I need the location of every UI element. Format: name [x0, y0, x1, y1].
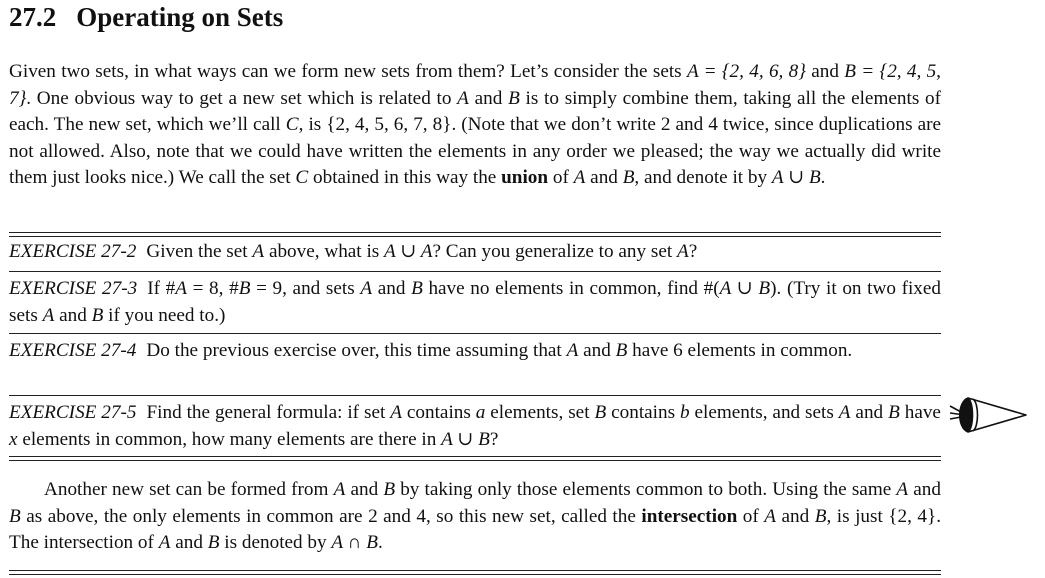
term-intersection: intersection	[641, 505, 738, 527]
text-run: elements, set	[485, 402, 595, 423]
math-var: A	[360, 278, 373, 299]
exercise-block-bottom-rule	[9, 456, 941, 461]
math-var: C	[285, 114, 299, 135]
math-expr: A ∪ B	[441, 428, 490, 450]
term-union: union	[501, 167, 549, 188]
text-run: .	[377, 532, 383, 553]
math-var: B	[383, 479, 396, 500]
math-expr: A ∪ A	[384, 241, 433, 262]
math-var: a	[475, 402, 486, 423]
text-run: = 9, and sets	[250, 278, 361, 299]
exercise-27-5	[9, 400, 941, 453]
math-var: A	[42, 304, 55, 326]
math-set-a: A = {2, 4, 6, 8}	[686, 61, 806, 82]
section-number: 27.2	[9, 2, 57, 32]
section-title: Operating on Sets	[76, 2, 284, 32]
math-intersection: A ∩ B	[331, 532, 378, 553]
eye-icon	[948, 395, 1030, 435]
text-run: Given the set	[146, 241, 253, 262]
exercise-label: EXERCISE 27-4	[9, 340, 137, 361]
text-run: ?	[688, 241, 698, 262]
text-run: Given two sets, in what ways can we form new sets from them? Let’s consider the sets	[9, 61, 687, 82]
math-var: A	[252, 241, 265, 262]
exercise-label: EXERCISE 27-2	[9, 241, 137, 262]
text-run: have no elements in common, find #(	[422, 278, 720, 299]
math-var: B	[814, 505, 827, 527]
math-var: A	[333, 479, 346, 500]
text-run: ?	[489, 428, 499, 450]
text-run: = 8, #	[186, 278, 239, 299]
text-run: of	[737, 505, 765, 527]
math-var: A	[896, 479, 909, 500]
text-run: contains	[606, 402, 680, 423]
math-var: A	[838, 402, 851, 423]
text-run: above, what is	[264, 241, 385, 262]
math-var: x	[9, 428, 18, 450]
text-run: and	[578, 340, 616, 361]
text-run: and	[585, 167, 623, 188]
text-run: and	[372, 278, 412, 299]
text-run: Find the general formula: if set	[146, 402, 391, 423]
math-set-b: B = {2, 4, 5, 7}	[9, 61, 941, 109]
text-run: and	[468, 87, 509, 109]
math-var: B	[888, 402, 900, 423]
exercise-27-2	[9, 239, 941, 266]
text-run: and	[54, 304, 92, 326]
page-bottom-rule	[9, 570, 941, 575]
math-var: b	[679, 402, 690, 423]
exercise-divider	[9, 271, 941, 272]
math-var: A	[573, 167, 586, 188]
math-var: A	[764, 505, 777, 527]
text-run: contains	[401, 402, 476, 423]
math-var: A	[677, 241, 689, 262]
text-run: and	[805, 61, 845, 82]
text-run: of	[548, 167, 574, 188]
text-run: is to simply combine them, taking all the elements of each. The new set, which we’ll call	[9, 87, 941, 135]
text-run: if you need to.)	[103, 304, 226, 326]
math-var: A	[158, 532, 171, 553]
text-run: If #	[147, 278, 176, 299]
math-var: B	[622, 167, 635, 188]
text-run: and	[776, 505, 815, 527]
text-run: . One obvious way to get a new set which is related to	[26, 87, 458, 109]
text-run: have	[899, 402, 941, 423]
text-run: elements in common, how many elements are there in	[17, 428, 442, 450]
text-run: and	[850, 402, 889, 423]
math-union: A ∪ B	[771, 167, 821, 188]
exercise-label: EXERCISE 27-5	[9, 402, 137, 423]
math-var: A	[457, 87, 469, 109]
math-var: B	[594, 402, 607, 423]
exercise-27-4	[9, 338, 941, 365]
exercise-27-3	[9, 276, 941, 329]
text-run: Another new set can be formed from	[44, 479, 334, 500]
math-var: B	[91, 304, 104, 326]
math-expr: A ∪ B	[719, 278, 771, 299]
text-run: by taking only those elements common to both. Using the same	[395, 479, 897, 500]
text-run: and	[908, 479, 941, 500]
text-run: obtained in this way the	[308, 167, 502, 188]
exercise-divider	[9, 395, 941, 396]
math-var: B	[207, 532, 220, 553]
math-var: A	[390, 402, 402, 423]
text-run: Do the previous exercise over, this time assuming that	[146, 340, 567, 361]
exercise-label: EXERCISE 27-3	[9, 278, 138, 299]
math-var: B	[615, 340, 628, 361]
text-run: ). (Try it on two fixed sets	[9, 278, 941, 326]
text-run: elements, and sets	[689, 402, 839, 423]
math-var: B	[411, 278, 423, 299]
text-run: and	[170, 532, 208, 553]
math-var: A	[566, 340, 579, 361]
section-heading	[9, 2, 283, 32]
math-var: B	[508, 87, 520, 109]
text-run: as above, the only elements in common are 2 and 4, so this new set, called the	[20, 505, 642, 527]
exercise-divider	[9, 333, 941, 334]
math-var: A	[175, 278, 187, 299]
text-run: is denoted by	[219, 532, 332, 553]
math-var: C	[295, 167, 309, 188]
exercise-block-top-rule	[9, 232, 941, 237]
math-var: B	[9, 505, 21, 527]
intersection-paragraph	[9, 477, 941, 557]
text-run: have 6 elements in common.	[627, 340, 853, 361]
text-run: ? Can you generalize to any set	[432, 241, 678, 262]
text-run: .	[820, 167, 826, 188]
math-var: B	[238, 278, 251, 299]
text-run: , and denote it by	[634, 167, 772, 188]
text-run: , is just {2, 4}. The intersection of	[9, 505, 941, 553]
union-paragraph	[9, 59, 941, 192]
text-run: and	[345, 479, 384, 500]
text-run: , is {2, 4, 5, 6, 7, 8}. (Note that we don’t write 2 and 4 twice, since duplications are not allowed. Also, note that we could have written the elements in any order we pleased; the way we actually did write them just looks nice.) We call the set	[9, 114, 941, 188]
